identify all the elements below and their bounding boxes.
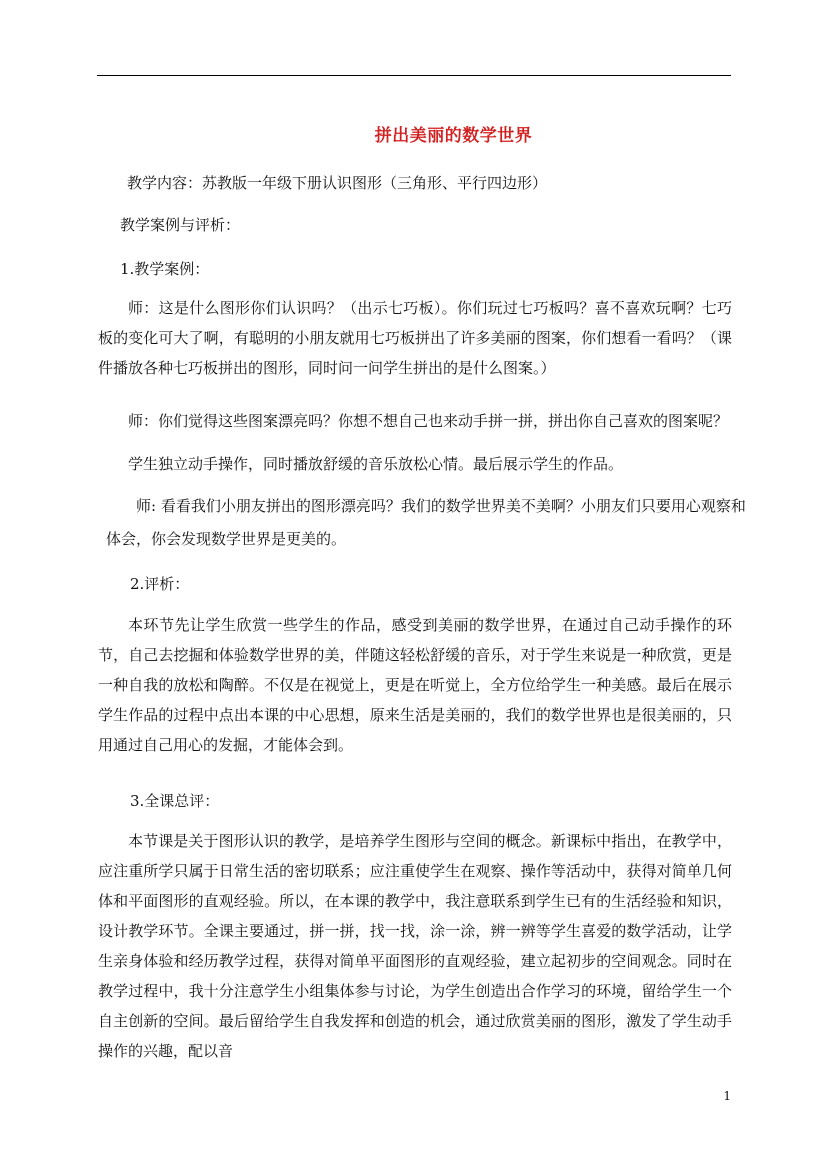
paragraph-3: 学生独立动手操作，同时播放舒缓的音乐放松心情。最后展示学生的作品。 xyxy=(128,455,624,473)
document-title: 拼出美丽的数学世界 xyxy=(374,126,533,146)
paragraph-4-line-2: 体会，你会发现数学世界是更美的。 xyxy=(106,530,347,548)
case-heading: 教学案例与评析： xyxy=(120,216,241,234)
header-rule xyxy=(97,75,731,76)
paragraph-4-line-1: 师: 看看我们小朋友拼出的图形漂亮吗？我们的数学世界美不美啊？小朋友们只要用心观察和 xyxy=(136,497,746,515)
section-2-heading: 2.评析： xyxy=(130,575,190,593)
teaching-content-line: 教学内容：苏教版一年级下册认识图形（三角形、平行四边形） xyxy=(127,174,548,192)
page-number: 1 xyxy=(723,1089,731,1103)
section-3-heading: 3.全课总评： xyxy=(130,792,220,810)
paragraph-5: 本环节先让学生欣赏一些学生的作品，感受到美丽的数学世界，在通过自己动手操作的环节，自己去挖掘和体验数学世界的美，伴随这轻松舒缓的音乐，对于学生来说是一种欣赏，更是一种自我的放松和陶醉。不仅是在视觉上，更是在听觉上，全方位给学生一种美感。最后在展示学生作品的过程中点出本课的中心思想，原来生活是美丽的，我们的数学世界也是很美丽的，只用通过自己用心的发掘，才能体会到。 xyxy=(98,616,732,754)
paragraph-6: 本节课是关于图形认识的教学，是培养学生图形与空间的概念。新课标中指出，在教学中，应注重所学只属于日常生活的密切联系；应注重使学生在观察、操作等活动中，获得对简单几何体和平面图形的直观经验。所以，在本课的教学中，我注意联系到学生已有的生活经验和知识，设计教学环节。全课主要通过，拼一拼，找一找，涂一涂，辨一辨等学生喜爱的数学活动，让学生亲身体验和经历教学过程，获得对简单平面图形的直观经验，建立起初步的空间观念。同时在教学过程中，我十分注意学生小组集体参与讨论，为学生创造出合作学习的环境，留给学生一个自主创新的空间。最后留给学生自我发挥和创造的机会，通过欣赏美丽的图形，激发了学生动手操作的兴趣，配以音 xyxy=(98,832,732,1060)
paragraph-1: 师：这是什么图形你们认识吗？（出示七巧板）。你们玩过七巧板吗？喜不喜欢玩啊？七巧板的变化可大了啊，有聪明的小朋友就用七巧板拼出了许多美丽的图案，你们想看一看吗？（课件播放各种七巧板拼出的图形，同时问一问学生拼出的是什么图案。） xyxy=(98,299,732,377)
section-1-heading: 1.教学案例： xyxy=(120,260,210,278)
paragraph-2: 师：你们觉得这些图案漂亮吗？你想不想自己也来动手拼一拼，拼出你自己喜欢的图案呢？ xyxy=(128,412,729,430)
